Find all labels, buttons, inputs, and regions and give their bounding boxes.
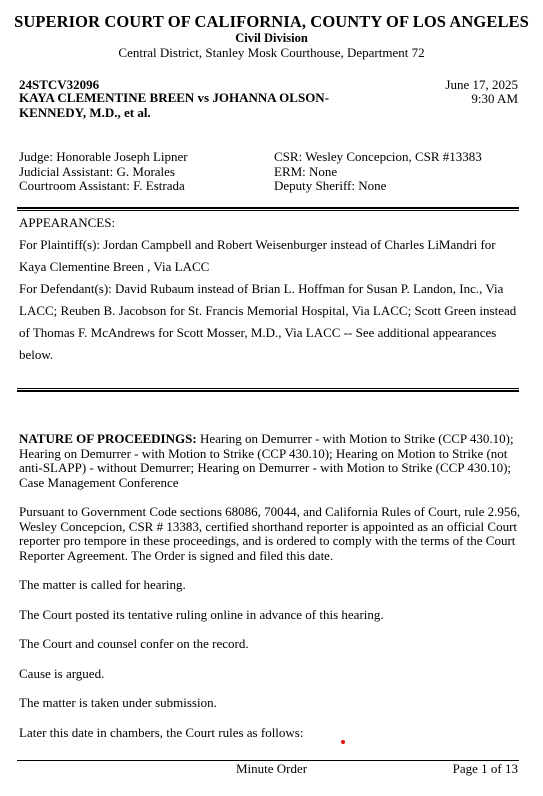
court-title: SUPERIOR COURT OF CALIFORNIA, COUNTY OF LOS ANGELES (14, 12, 529, 31)
minute-entry: The Court posted its tentative ruling online in advance of this hearing. (19, 607, 384, 622)
court-officers-right (274, 150, 482, 194)
division-label: Civil Division (235, 31, 308, 45)
case-number: 24STCV32096 (19, 77, 100, 92)
nature-label: NATURE OF PROCEEDINGS: (19, 431, 197, 446)
courthouse-location: Central District, Stanley Mosk Courthouse, Department 72 (118, 45, 425, 60)
reporter-appointment: Pursuant to Government Code sections 68086, 70044, and California Rules of Court, rule 2.956, Wesley Concepcion, CSR # 13383, certified shorthand reporter is appointed as an official Court reporter pro tempore in these proceedings, and is ordered to comply with the terms of the Court Reporter Agreement. The Order is signed and filed this date. (19, 504, 521, 563)
hearing-time: 9:30 AM (471, 91, 518, 106)
judicial-assistant: Judicial Assistant: G. Morales (19, 163, 175, 179)
page-number: Page 1 of 13 (452, 761, 518, 776)
divider-mid-thick (17, 390, 519, 392)
court-officers-left (19, 150, 188, 194)
minute-entry: The Court and counsel confer on the record. (19, 636, 249, 651)
red-mark (341, 740, 345, 744)
deputy-sheriff: Deputy Sheriff: None (274, 178, 387, 193)
footer-title: Minute Order (235, 761, 308, 776)
court-reporter: CSR: Wesley Concepcion, CSR #13383 (274, 149, 482, 164)
case-name: KAYA CLEMENTINE BREEN vs JOHANNA OLSON-KENNEDY, M.D., et al. (19, 90, 330, 120)
defendant-appearance: For Defendant(s): David Rubaum instead of Brian L. Hoffman for Susan P. Landon, Inc., Via LACC; Reuben B. Jacobson for St. Francis Memorial Hospital, Via LACC; Scott Green instead of Thomas F. McAndrews for Scott Mosser, M.D., Via LACC -- See additional appearances below. (19, 281, 517, 362)
erm: ERM: None (274, 163, 338, 179)
hearing-date: June 17, 2025 (445, 77, 518, 92)
minute-entry: The matter is taken under submission. (19, 695, 217, 710)
minute-entry: Cause is argued. (19, 666, 105, 681)
nature-of-proceedings (19, 432, 521, 490)
appearances-section (19, 212, 521, 366)
appearances-heading: APPEARANCES: (19, 215, 116, 230)
minute-entry: Later this date in chambers, the Court rules as follows: (19, 725, 304, 740)
courtroom-assistant: Courtroom Assistant: F. Estrada (19, 178, 185, 193)
divider-top-thin (17, 210, 519, 211)
divider-top-thick (17, 207, 519, 209)
judge: Judge: Honorable Joseph Lipner (19, 149, 188, 164)
nature-text: Hearing on Demurrer - with Motion to Strike (CCP 430.10); Hearing on Demurrer - with Motion to Strike (CCP 430.10); Hearing on Motion to Strike (not anti-SLAPP) - without Demurrer; Hearing on Demurrer - with Motion to Strike (CCP 430.10); Case Management Conference (19, 431, 514, 490)
plaintiff-appearance: For Plaintiff(s): Jordan Campbell and Robert Weisenburger instead of Charles LiMandri for Kaya Clementine Breen , Via LACC (19, 237, 496, 274)
divider-mid-thin (17, 388, 519, 389)
minute-entry: The matter is called for hearing. (19, 577, 186, 592)
